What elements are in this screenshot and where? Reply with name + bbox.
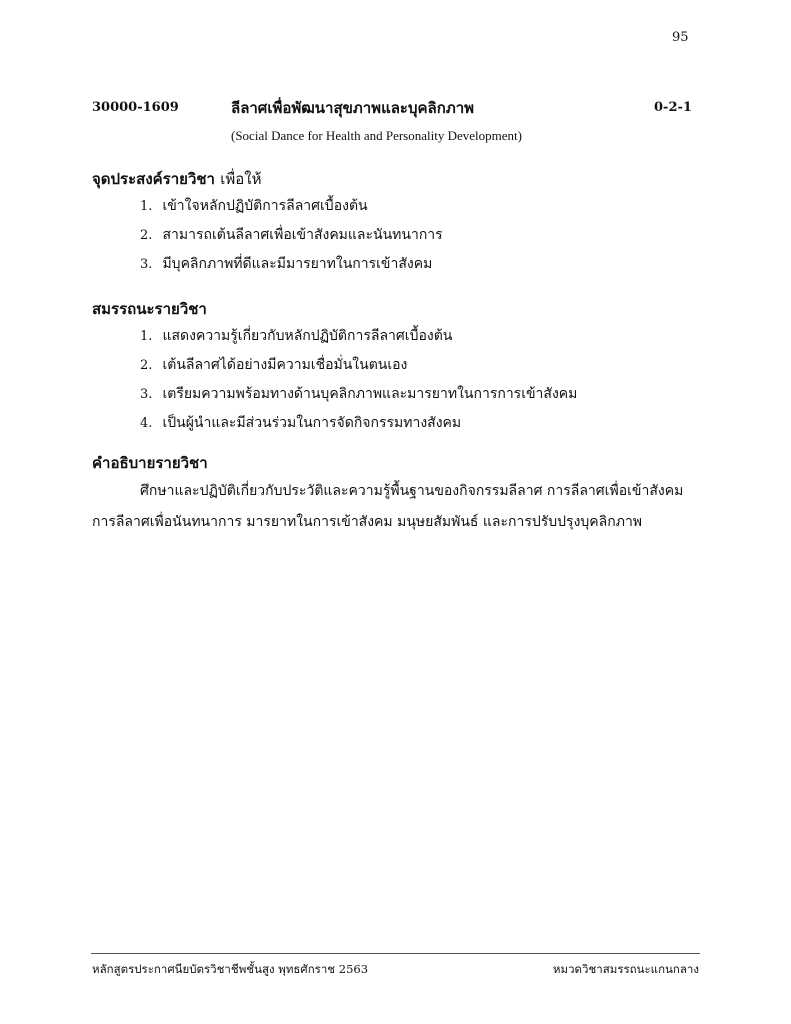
description-line-2: การลีลาศเพื่อนันทนาการ มารยาทในการเข้าสังคม มนุษยสัมพันธ์ และการปรับปรุงบุคลิกภาพ [92, 514, 643, 530]
competencies-section [92, 296, 712, 438]
list-item [140, 322, 712, 351]
footer-divider [91, 953, 700, 954]
competencies-list [140, 322, 712, 438]
list-item [140, 409, 712, 438]
item-number: 2. [140, 358, 153, 373]
list-item [140, 192, 712, 221]
competencies-heading: สมรรถนะรายวิชา [92, 300, 207, 318]
item-number: 3. [140, 257, 153, 272]
description-line-1: ศึกษาและปฏิบัติเกี่ยวกับประวัติและความรู้พื้นฐานของกิจกรรมลีลาศ การลีลาศเพื่อเข้าสังคม [140, 483, 684, 499]
item-number: 1. [140, 329, 153, 344]
item-text: แสดงความรู้เกี่ยวกับหลักปฏิบัติการลีลาศเบื้องต้น [162, 328, 453, 344]
item-number: 2. [140, 228, 153, 243]
list-item [140, 351, 712, 380]
objectives-list [140, 192, 712, 279]
item-text: เข้าใจหลักปฏิบัติการลีลาศเบื้องต้น [162, 198, 368, 214]
objectives-heading [92, 166, 712, 192]
item-text: มีบุคลิกภาพที่ดีและมีมารยาทในการเข้าสังคม [162, 256, 433, 272]
course-credits: 0-2-1 [654, 100, 692, 115]
item-text: สามารถเต้นลีลาศเพื่อเข้าสังคมและนันทนาการ [162, 227, 443, 243]
footer-curriculum: หลักสูตรประกาศนียบัตรวิชาชีพชั้นสูง พุทธศักราช 2563 [92, 962, 369, 976]
list-item [140, 250, 712, 279]
course-title-thai: ลีลาศเพื่อพัฒนาสุขภาพและบุคลิกภาพ [231, 99, 475, 117]
item-number: 3. [140, 387, 153, 402]
description-section [92, 450, 712, 538]
item-text: เป็นผู้นำและมีส่วนร่วมในการจัดกิจกรรมทางสังคม [162, 415, 462, 431]
objectives-heading-label: จุดประสงค์รายวิชา [92, 170, 215, 188]
description-heading: คำอธิบายรายวิชา [92, 454, 208, 472]
footer-category: หมวดวิชาสมรรถนะแกนกลาง [552, 962, 699, 976]
list-item [140, 380, 712, 409]
course-title-english: (Social Dance for Health and Personality Development) [231, 128, 522, 143]
objectives-section [92, 166, 712, 279]
course-code: 30000-1609 [92, 100, 179, 115]
list-item [140, 221, 712, 250]
item-number: 4. [140, 416, 153, 431]
page-number: 95 [672, 30, 689, 45]
item-text: เต้นลีลาศได้อย่างมีความเชื่อมั่นในตนเอง [162, 357, 408, 373]
item-text: เตรียมความพร้อมทางด้านบุคลิกภาพและมารยาทในการการเข้าสังคม [162, 386, 578, 402]
item-number: 1. [140, 199, 153, 214]
objectives-heading-suffix: เพื่อให้ [220, 170, 262, 188]
